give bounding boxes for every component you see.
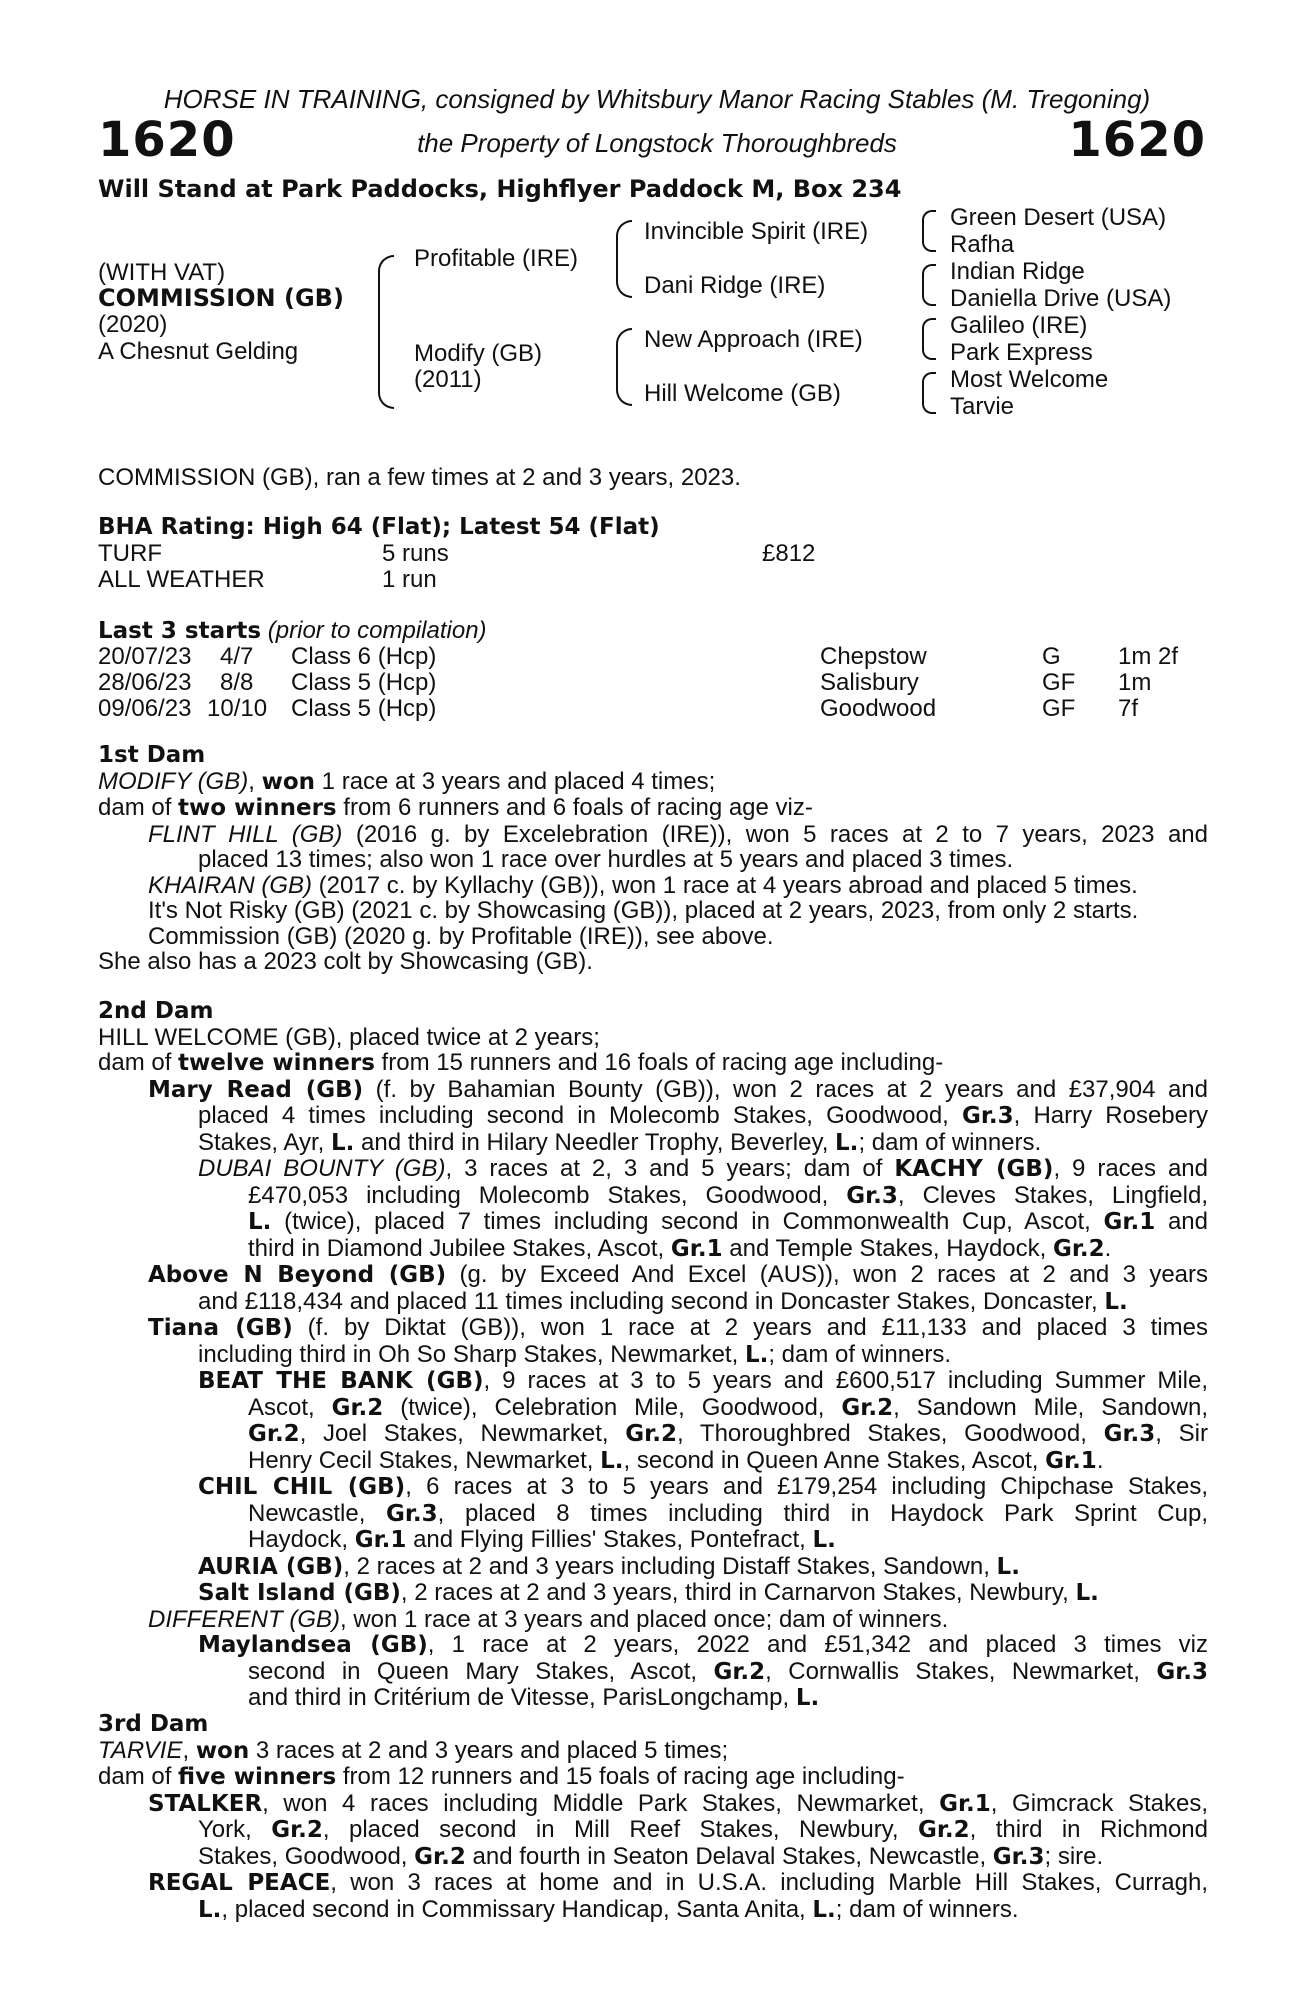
second-dam-line-12: Tiana (GB) (f. by Diktat (GB)), won 1 race at 2 years and £11,133 and placed 3 times: [148, 1314, 1208, 1341]
pedigree-brace-g3: [922, 318, 936, 360]
start-3-distance: 7f: [1118, 695, 1139, 722]
lot-number-right: 1620: [1068, 112, 1206, 168]
vat-note: (WITH VAT): [98, 259, 226, 286]
third-dam-line-6: REGAL PEACE, won 3 races at home and in U.S.A. including Marble Hill Stakes, Curragh,: [148, 1869, 1208, 1896]
start-1-date: 20/07/23: [98, 643, 192, 670]
second-dam-line-6: DUBAI BOUNTY (GB), 3 races at 2, 3 and 5 years; dam of KACHY (GB), 9 races and: [198, 1155, 1208, 1182]
horse-description: A Chesnut Gelding: [98, 338, 299, 365]
start-2-course: Salisbury: [820, 669, 919, 696]
second-dam-line-5: Stakes, Ayr, L. and third in Hilary Needler Trophy, Beverley, L.; dam of winners.: [198, 1128, 1042, 1156]
second-dam-line-10: Above N Beyond (GB) (g. by Exceed And Excel (AUS)), won 2 races at 2 and 3 years: [148, 1261, 1209, 1288]
pedigree-brace-g1: [922, 210, 936, 252]
first-dam-line-8: She also has a 2023 colt by Showcasing (GB).: [98, 948, 593, 975]
pedigree-g-2: Rafha: [950, 231, 1015, 258]
start-1-going: G: [1042, 643, 1061, 670]
second-dam-line-25: second in Queen Mary Stakes, Ascot, Gr.2, Cornwallis Stakes, Newmarket, Gr.3: [248, 1657, 1209, 1685]
second-dam-line-8: L. (twice), placed 7 times including second in Commonwealth Cup, Ascot, Gr.1 and: [248, 1208, 1208, 1235]
second-dam-line-18: CHIL CHIL (GB), 6 races at 3 to 5 years and £179,254 including Chipchase Stakes,: [198, 1473, 1209, 1500]
second-dam-line-23: DIFFERENT (GB), won 1 race at 3 years and placed once; dam of winners.: [148, 1605, 949, 1633]
second-dam-line-4: placed 4 times including second in Molecomb Stakes, Goodwood, Gr.3, Harry Rosebery: [198, 1102, 1208, 1129]
pedigree-g-1: Green Desert (USA): [950, 204, 1167, 231]
first-dam-heading: 1st Dam: [98, 742, 206, 768]
second-dam-line-24: Maylandsea (GB), 1 race at 2 years, 2022 and £51,342 and placed 3 times viz: [198, 1631, 1209, 1658]
second-dam-line-2: dam of twelve winners from 15 runners and 16 foals of racing age including-: [98, 1049, 944, 1076]
rating-heading: BHA Rating: High 64 (Flat); Latest 54 (Flat): [98, 514, 660, 540]
pedigree-sire-dam: Dani Ridge (IRE): [644, 272, 826, 299]
start-2-distance: 1m: [1118, 669, 1152, 696]
first-dam-line-4: placed 13 times; also won 1 race over hurdles at 5 years and placed 3 times.: [198, 846, 1014, 873]
second-dam-line-7: £470,053 including Molecomb Stakes, Goodwood, Gr.3, Cleves Stakes, Lingfield,: [248, 1181, 1208, 1209]
second-dam-line-17: Henry Cecil Stakes, Newmarket, L., second in Queen Anne Stakes, Ascot, Gr.1.: [248, 1446, 1104, 1474]
pedigree-brace-g4: [922, 372, 936, 414]
stand-location: Will Stand at Park Paddocks, Highflyer Paddock M, Box 234: [98, 175, 902, 203]
rating-runs-1: 5 runs: [382, 540, 449, 567]
start-3-course: Goodwood: [820, 695, 937, 722]
third-dam-line-2: dam of five winners from 12 runners and 15 foals of racing age including-: [98, 1763, 905, 1790]
second-dam-line-26: and third in Critérium de Vitesse, ParisLongchamp, L.: [248, 1684, 820, 1711]
first-dam-line-3: FLINT HILL (GB) (2016 g. by Excelebration (IRE)), won 5 races at 2 to 7 years, 2023 and: [148, 820, 1208, 848]
start-1-distance: 1m 2f: [1118, 643, 1179, 670]
pedigree-g-6: Park Express: [950, 339, 1093, 366]
pedigree-dam: Modify (GB): [414, 340, 543, 367]
second-dam-line-13: including third in Oh So Sharp Stakes, Newmarket, L.; dam of winners.: [198, 1340, 952, 1368]
third-dam-line-7: L., placed second in Commissary Handicap, Santa Anita, L.; dam of winners.: [198, 1895, 1019, 1923]
start-3-class: Class 5 (Hcp): [291, 695, 437, 722]
second-dam-line-16: Gr.2, Joel Stakes, Newmarket, Gr.2, Thoroughbred Stakes, Goodwood, Gr.3, Sir: [248, 1420, 1209, 1447]
pedigree-g-7: Most Welcome: [950, 366, 1109, 393]
horse-name: COMMISSION (GB): [98, 284, 344, 312]
second-dam-line-21: AURIA (GB), 2 races at 2 and 3 years including Distaff Stakes, Sandown, L.: [198, 1552, 1020, 1580]
third-dam-line-1: TARVIE, won 3 races at 2 and 3 years and placed 5 times;: [98, 1736, 729, 1764]
pedigree-g-3: Indian Ridge: [950, 258, 1085, 285]
start-1-course: Chepstow: [820, 643, 927, 670]
pedigree-dam-dam: Hill Welcome (GB): [644, 380, 841, 407]
second-dam-line-3: Mary Read (GB) (f. by Bahamian Bounty (GB)), won 2 races at 2 years and £37,904 and: [148, 1075, 1208, 1103]
first-dam-line-5: KHAIRAN (GB) (2017 c. by Kyllachy (GB)), won 1 race at 4 years abroad and placed 5 times.: [148, 871, 1138, 899]
pedigree-g-4: Daniella Drive (USA): [950, 285, 1172, 312]
start-2-date: 28/06/23: [98, 669, 192, 696]
second-dam-line-11: and £118,434 and placed 11 times including second in Doncaster Stakes, Doncaster, L.: [198, 1287, 1128, 1315]
second-dam-section: [98, 999, 1208, 1712]
second-dam-heading: 2nd Dam: [98, 998, 214, 1024]
property-line: the Property of Longstock Thoroughbreds: [417, 128, 897, 158]
second-dam-line-22: Salt Island (GB), 2 races at 2 and 3 years, third in Carnarvon Stakes, Newbury, L.: [198, 1579, 1099, 1606]
last-starts-note: (prior to compilation): [267, 617, 487, 644]
start-1-position: 4/7: [220, 643, 254, 670]
second-dam-line-9: third in Diamond Jubilee Stakes, Ascot, Gr.1 and Temple Stakes, Haydock, Gr.2.: [248, 1234, 1112, 1262]
rating-runs-2: 1 run: [382, 566, 437, 593]
second-dam-line-14: BEAT THE BANK (GB), 9 races at 3 to 5 years and £600,517 including Summer Mile,: [198, 1367, 1209, 1394]
third-dam-heading: 3rd Dam: [98, 1711, 209, 1737]
pedigree-brace-main: [378, 255, 394, 409]
last-starts-heading: Last 3 starts (prior to compilation): [98, 617, 487, 644]
start-3-position: 10/10: [207, 695, 268, 722]
third-dam-line-4: York, Gr.2, placed second in Mill Reef Stakes, Newbury, Gr.2, third in Richmond: [198, 1816, 1208, 1843]
horse-year: (2020): [98, 311, 168, 338]
second-dam-line-19: Newcastle, Gr.3, placed 8 times including third in Haydock Park Sprint Cup,: [248, 1499, 1208, 1527]
first-dam-section: [98, 743, 1208, 975]
race-summary: COMMISSION (GB), ran a few times at 2 and 3 years, 2023.: [98, 464, 741, 491]
start-2-going: GF: [1042, 669, 1076, 696]
start-3-going: GF: [1042, 695, 1076, 722]
pedigree-g-5: Galileo (IRE): [950, 312, 1088, 339]
consignment-line: HORSE IN TRAINING, consigned by Whitsbury Manor Racing Stables (M. Tregoning): [163, 84, 1151, 114]
second-dam-line-1: HILL WELCOME (GB), placed twice at 2 years;: [98, 1023, 600, 1051]
start-2-class: Class 5 (Hcp): [291, 669, 437, 696]
start-2-position: 8/8: [220, 669, 254, 696]
start-1-class: Class 6 (Hcp): [291, 643, 437, 670]
pedigree-brace-dam: [616, 328, 632, 406]
rating-surface-1: TURF: [98, 540, 162, 567]
third-dam-line-5: Stakes, Goodwood, Gr.2 and fourth in Seaton Delaval Stakes, Newcastle, Gr.3; sire.: [198, 1842, 1104, 1870]
pedigree-g-8: Tarvie: [950, 393, 1015, 420]
pedigree-sire: Profitable (IRE): [414, 245, 579, 272]
first-dam-line-2: dam of two winners from 6 runners and 6 foals of racing age viz-: [98, 794, 813, 821]
first-dam-line-1: MODIFY (GB), won 1 race at 3 years and placed 4 times;: [98, 767, 716, 795]
pedigree-dam-sire: New Approach (IRE): [644, 326, 863, 353]
pedigree-brace-g2: [922, 264, 936, 306]
rating-surface-2: ALL WEATHER: [98, 566, 265, 593]
pedigree-sire-sire: Invincible Spirit (IRE): [644, 218, 869, 245]
pedigree-dam-year: (2011): [414, 366, 482, 393]
lot-number-left: 1620: [98, 112, 236, 168]
first-dam-line-7: Commission (GB) (2020 g. by Profitable (IRE)), see above.: [148, 922, 774, 950]
second-dam-line-15: Ascot, Gr.2 (twice), Celebration Mile, Goodwood, Gr.2, Sandown Mile, Sandown,: [248, 1393, 1208, 1421]
second-dam-line-20: Haydock, Gr.1 and Flying Fillies' Stakes, Pontefract, L.: [248, 1526, 836, 1553]
first-dam-line-6: It's Not Risky (GB) (2021 c. by Showcasing (GB)), placed at 2 years, 2023, from only 2 starts.: [148, 897, 1139, 924]
start-3-date: 09/06/23: [98, 695, 192, 722]
third-dam-section: [98, 1712, 1208, 1923]
third-dam-line-3: STALKER, won 4 races including Middle Park Stakes, Newmarket, Gr.1, Gimcrack Stakes,: [148, 1789, 1209, 1817]
rating-earnings-1: £812: [762, 540, 816, 567]
pedigree-brace-sire: [616, 220, 632, 298]
